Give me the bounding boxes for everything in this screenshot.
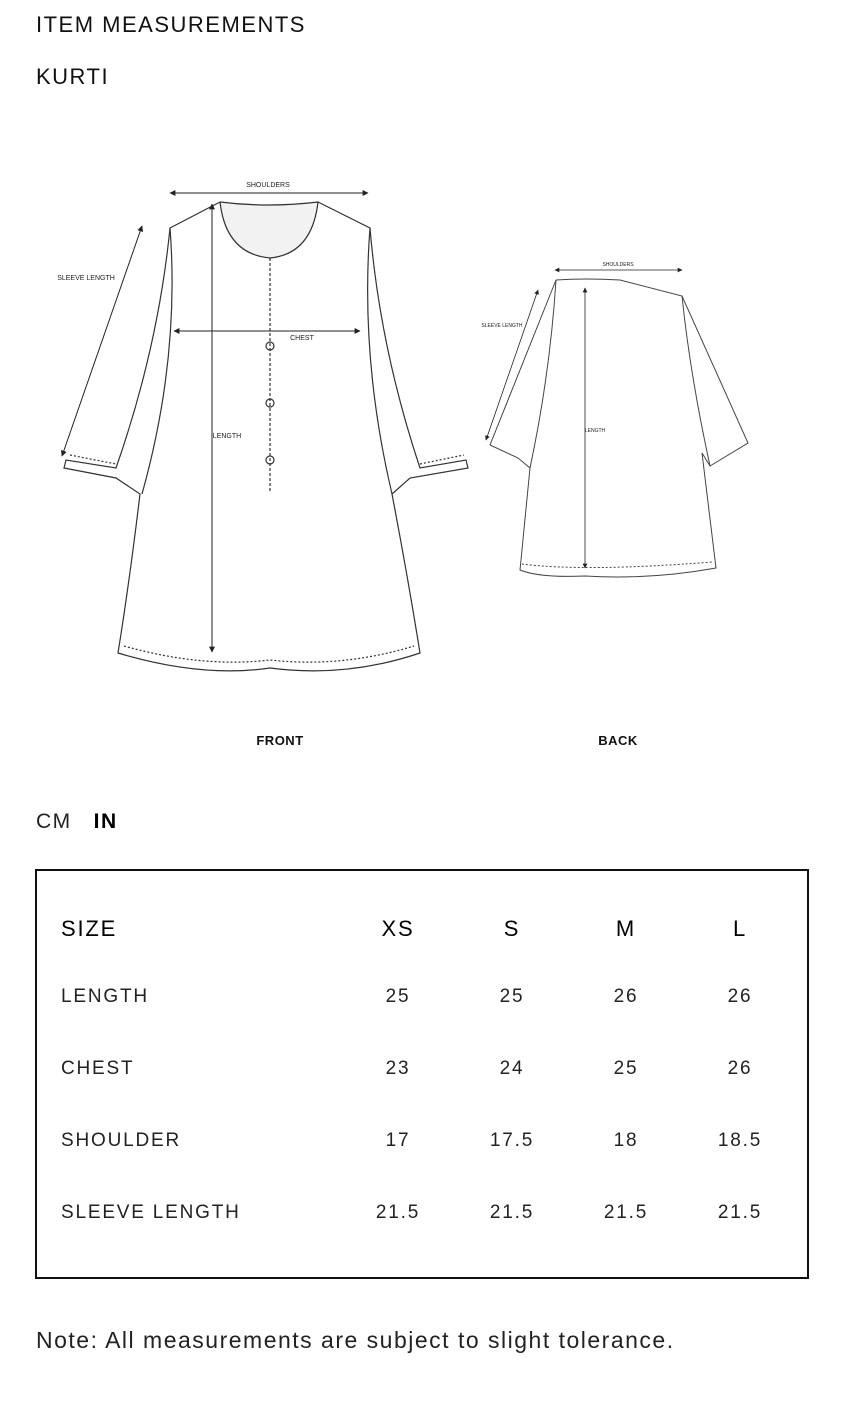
table-row [61,1105,797,1177]
front-label-length: LENGTH [212,433,242,440]
front-caption: FRONT [256,733,304,748]
size-table-container [35,869,809,1279]
cell-value: 23 [385,1058,411,1079]
cell-value: 18.5 [717,1130,763,1151]
cell-value: 21.5 [717,1202,763,1223]
header-m: M [615,916,637,941]
header-size: SIZE [61,916,118,941]
cell-value: 18 [613,1130,639,1151]
row-label: LENGTH [61,986,149,1007]
cell-value: 26 [613,986,639,1007]
product-title: KURTI [36,64,110,89]
front-label-chest: CHEST [290,335,314,342]
row-label: SLEEVE LENGTH [61,1202,241,1223]
cell-value: 21.5 [603,1202,649,1223]
cell-value: 17.5 [489,1130,535,1151]
header-xs: XS [381,916,415,941]
size-table-header-row [61,897,797,961]
cell-value: 26 [727,986,753,1007]
back-label-length: LENGTH [584,428,606,434]
page-title: ITEM MEASUREMENTS [36,12,306,37]
unit-option-cm[interactable]: CM [36,810,72,833]
back-label-shoulders: SHOULDERS [602,262,634,268]
header-s: S [503,916,521,941]
unit-option-in[interactable]: IN [93,810,118,833]
back-label-sleeve-length: SLEEVE LENGTH [481,323,523,329]
row-label: CHEST [61,1058,135,1079]
cell-value: 17 [385,1130,411,1151]
front-label-sleeve-length: SLEEVE LENGTH [57,275,115,282]
cell-value: 25 [385,986,411,1007]
header-l: L [732,916,748,941]
table-row [61,1177,797,1249]
back-caption: BACK [598,733,638,748]
measurement-diagram [30,108,790,780]
cell-value: 25 [499,986,525,1007]
front-garment-drawing [64,202,468,671]
table-row [61,961,797,1033]
unit-toggle [36,810,118,834]
tolerance-note: Note: All measurements are subject to slight tolerance. [36,1327,675,1353]
cell-value: 24 [499,1058,525,1079]
cell-value: 26 [727,1058,753,1079]
row-label: SHOULDER [61,1130,181,1151]
cell-value: 21.5 [489,1202,535,1223]
cell-value: 21.5 [375,1202,421,1223]
back-garment-drawing [490,279,748,577]
size-table [61,897,797,1249]
front-label-shoulders: SHOULDERS [246,182,290,189]
cell-value: 25 [613,1058,639,1079]
table-row [61,1033,797,1105]
